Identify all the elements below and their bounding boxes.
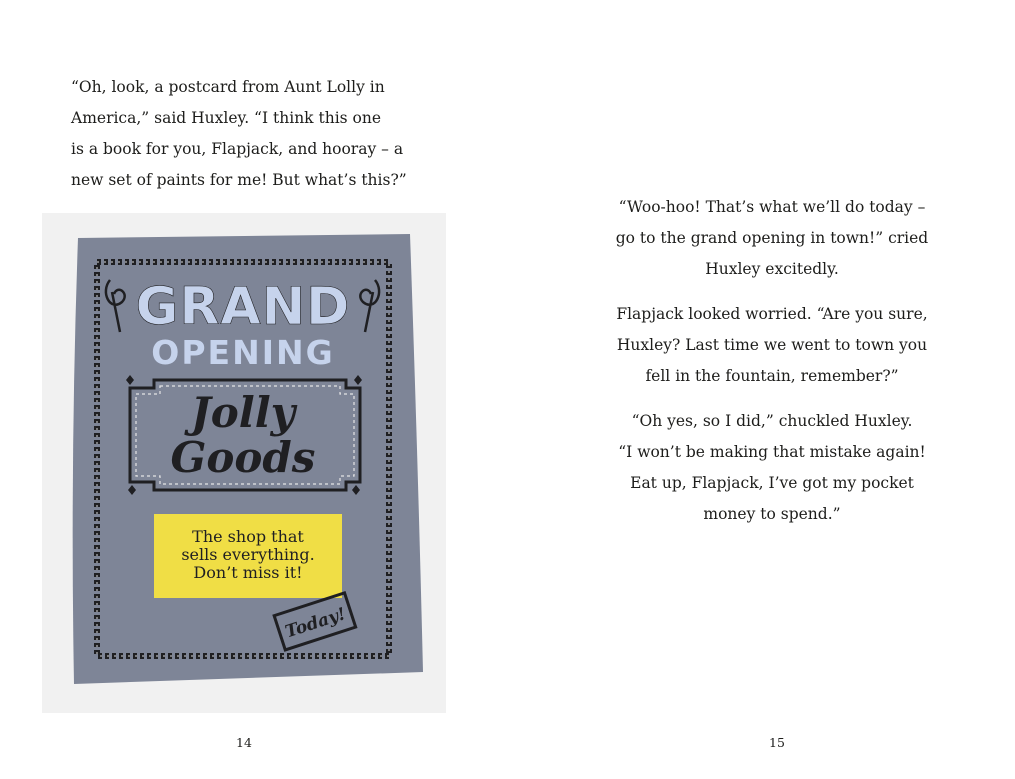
- text-line: is a book for you, Flapjack, and hooray – a: [71, 140, 404, 158]
- left-page: [0, 0, 507, 779]
- left-paragraph: [71, 72, 451, 196]
- paragraph: [607, 299, 937, 392]
- grand-opening-poster: [70, 232, 425, 687]
- text-line: “Oh yes, so I did,” chuckled Huxley.: [631, 412, 913, 430]
- paragraph: [607, 192, 937, 285]
- text-line: Eat up, Flapjack, I’ve got my pocket: [630, 474, 914, 492]
- headline-opening: OPENING: [151, 333, 335, 372]
- text-line: Flapjack looked worried. “Are you sure,: [616, 305, 928, 323]
- stamp-text: Today!: [282, 604, 349, 643]
- note-line: sells everything.: [181, 545, 315, 564]
- text-line: “I won’t be making that mistake again!: [618, 443, 926, 461]
- text-line: “Woo-hoo! That’s what we’ll do today –: [618, 198, 926, 216]
- note-line: The shop that: [192, 527, 304, 546]
- text-line: “Oh, look, a postcard from Aunt Lolly in: [71, 78, 385, 96]
- right-text-block: [607, 192, 937, 544]
- shop-name-jolly: Jolly: [190, 388, 296, 437]
- text-line: America,” said Huxley. “I think this one: [71, 109, 382, 127]
- text-line: fell in the fountain, remember?”: [645, 367, 899, 385]
- page-number: 14: [236, 735, 252, 750]
- note-line: Don’t miss it!: [193, 563, 303, 582]
- paragraph: [607, 406, 937, 530]
- shop-name-goods: Goods: [170, 433, 316, 482]
- text-line: Huxley excitedly.: [705, 260, 839, 278]
- page-number: 15: [769, 735, 785, 750]
- right-page: [507, 0, 1015, 779]
- headline-grand: GRAND: [135, 277, 351, 337]
- text-line: go to the grand opening in town!” cried: [615, 229, 929, 247]
- text-line: new set of paints for me! But what’s this?”: [71, 171, 407, 189]
- text-line: Huxley? Last time we went to town you: [616, 336, 928, 354]
- text-line: money to spend.”: [703, 505, 841, 523]
